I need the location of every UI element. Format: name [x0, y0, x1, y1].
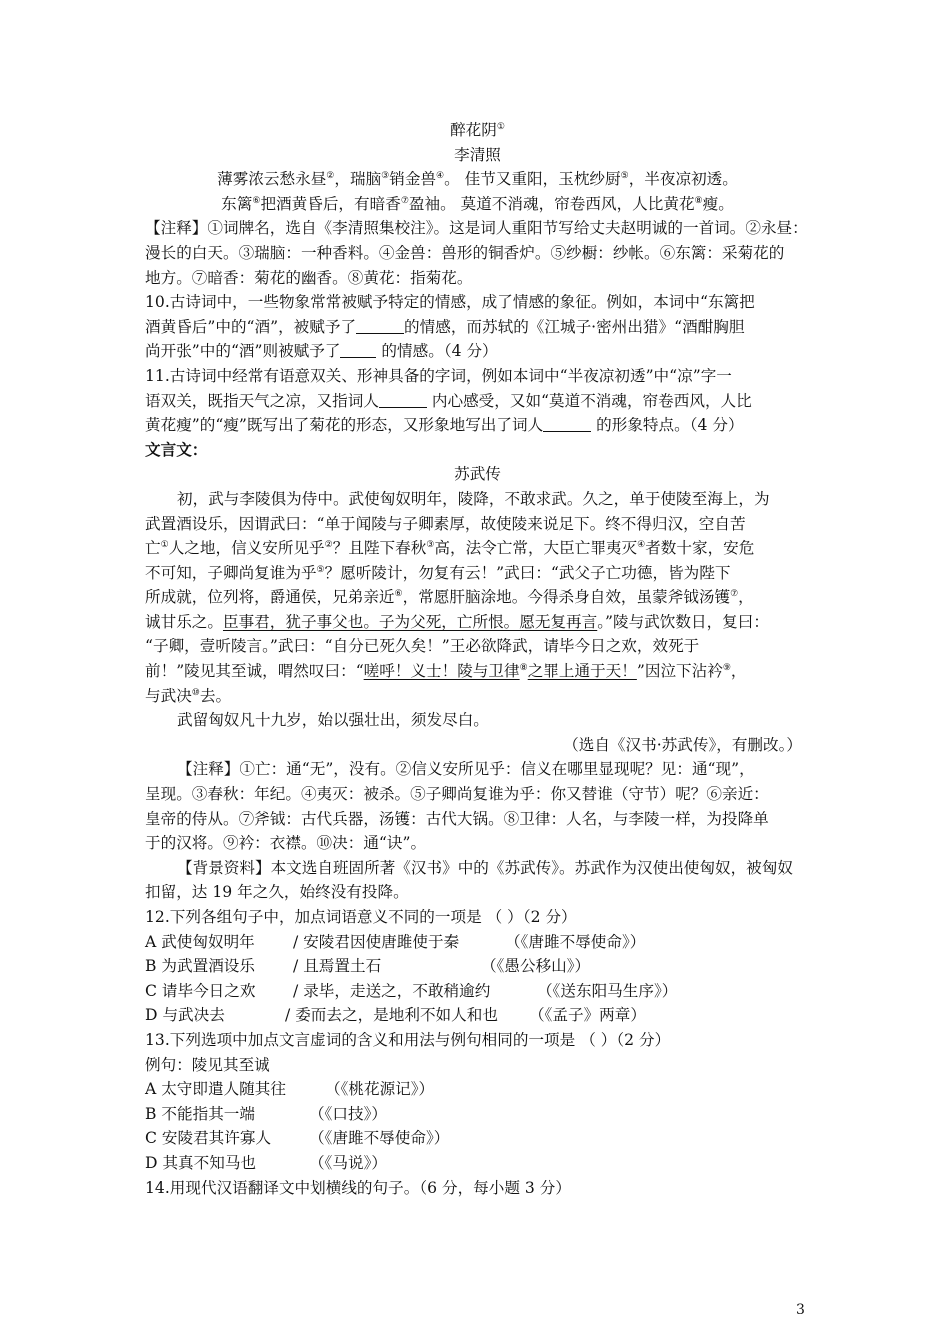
footnote-marker: ③: [381, 171, 390, 182]
option-middle: / 录毕，走送之，不敢稍逾约: [293, 981, 491, 1000]
option-source: （《唐雎不辱使命》）: [309, 1129, 450, 1148]
background-line-2: 扣留，达 19 年之久，始终没有投降。: [145, 883, 409, 902]
text-run: 把酒黄昏后，有暗香: [260, 194, 401, 213]
footnote-marker: ④: [436, 171, 445, 182]
text-run: ？且陛下春秋: [332, 539, 427, 558]
background-line-1: 【背景资料】本文选自班固所著《汉书》中的《苏武传》。苏武作为汉使出使匈奴，被匈奴: [177, 858, 793, 877]
q10-text: 的情感，而苏轼的《江城子·密州出猎》“酒酣胸胆: [404, 317, 745, 336]
text-run: 初，武与李陵俱为侍中。武使匈奴明年，陵降，不敢求武。久之，单于使陵至海上，为: [177, 489, 770, 508]
text-run: 亡: [145, 539, 161, 558]
prose-line: [145, 585, 810, 610]
text-run: 高，法令亡常，大臣亡罪夷灭: [434, 539, 638, 558]
prose-line: [145, 684, 810, 709]
footnote-marker: ⑥: [394, 589, 403, 600]
option-middle: / 安陵君因使唐雎使于秦: [293, 932, 460, 951]
text-run: 与武决: [145, 686, 192, 705]
q11-text: 内心感受，又如“莫道不消魂，帘卷西风，人比: [426, 391, 752, 410]
footnote-marker: ①: [160, 540, 169, 551]
q14-stem: 14.用现代汉语翻译文中划横线的句子。（6 分，每小题 3 分）: [145, 1178, 571, 1197]
text-run: ”因泣下沾衿: [636, 662, 723, 681]
option-middle: / 且焉置土石: [293, 957, 382, 976]
prose-line: [145, 610, 810, 635]
text-run: 销金兽: [389, 170, 437, 189]
text-run: ，瑞脑: [334, 170, 382, 189]
prose-source: （选自《汉书·苏武传》，有删改。）: [563, 735, 802, 754]
q13-option-c: [145, 1126, 810, 1151]
option-source: （《口技》）: [309, 1104, 387, 1123]
option-source: （《唐雎不辱使命》）: [505, 932, 646, 951]
footnote-marker: ⑧: [519, 663, 528, 674]
text-run: ，半夜凉初透。: [628, 170, 738, 189]
footnote-marker: ⑤: [620, 171, 629, 182]
q10-line-2: [145, 315, 810, 340]
text-run: 者数十家，安危: [645, 539, 755, 558]
poem-notes-line-2: 漫长的白天。③瑞脑：一种香料。④金兽：兽形的铜香炉。⑤纱橱：纱帐。⑥东篱：采菊花的: [145, 243, 785, 262]
q13-option-b: [145, 1102, 810, 1127]
underlined-sentence: 臣事君，犹子事父也。子为父死，亡所恨。愿无复再言: [222, 612, 598, 631]
text-run: ，常愿肝脑涂地。今得杀身自效，虽蒙斧钺汤镬: [402, 588, 731, 607]
footnote-marker: ①: [496, 122, 505, 132]
q11-text: 语双关，既指天气之凉，又指词人: [145, 391, 379, 410]
q10-line-3: [145, 339, 810, 364]
text-run: 薄雾浓云愁永昼: [217, 170, 327, 189]
q12-stem: 12.下列各组句子中，加点词语意义不同的一项是 （ ）（2 分）: [145, 908, 577, 926]
document-page: [145, 118, 810, 1200]
footnote-marker: ⑧: [694, 195, 703, 206]
prose-line: [145, 512, 810, 537]
option-left: B 为武置酒设乐: [145, 957, 255, 976]
prose-notes-line-4: 于的汉将。⑨衿：衣襟。⑩决：通“诀”。: [145, 834, 427, 853]
q12-option-b: [145, 954, 810, 979]
footnote-marker: ⑨: [722, 663, 731, 674]
prose-notes-line-2: 呈现。③春秋：年纪。④夷灭：被杀。⑤子卿尚复谁为乎：你又替谁（守节）呢？⑥亲近：: [145, 785, 769, 804]
q13-stem: 13.下列选项中加点文言虚词的含义和用法与例句相同的一项是 （ ）（2 分）: [145, 1030, 671, 1049]
q13-option-a: [145, 1077, 810, 1102]
poem-line-2: [145, 192, 810, 217]
prose-notes-line-1: 【注释】①亡：通“无”，没有。②信义安所见乎：信义在哪里显现呢？见：通“现”，: [177, 760, 755, 779]
option-source: （《桃花源记》）: [325, 1080, 435, 1099]
text-run: 去。: [199, 686, 232, 705]
q10-text: 的情感。（4 分）: [376, 342, 498, 361]
q12-option-c: [145, 979, 810, 1004]
option-left: B 不能指其一端: [145, 1104, 255, 1123]
q12-option-d: [145, 1003, 810, 1028]
answer-blank[interactable]: [340, 342, 376, 358]
text-run: 不可知，子卿尚复谁为乎: [145, 563, 317, 582]
q13-example: 例句：陵见其至诚: [145, 1055, 270, 1074]
answer-blank[interactable]: [379, 392, 427, 408]
footnote-marker: ⑤: [316, 564, 325, 575]
option-left: A 武使匈奴明年: [145, 932, 255, 951]
prose-line: [145, 536, 810, 561]
option-source: （《孟子》两章）: [529, 1006, 646, 1025]
text-run: 。 佳节又重阳，玉枕纱厨: [444, 170, 621, 189]
poem-author: 李清照: [454, 145, 501, 164]
text-run: 瘦。: [702, 194, 734, 213]
q12-option-a: [145, 930, 810, 955]
option-left: D 与武决去: [145, 1006, 225, 1025]
prose-notes-line-3: 皇帝的侍从。⑦斧钺：古代兵器，汤镬：古代大锅。⑧卫律：人名，与李陵一样，为投降单: [145, 809, 769, 828]
footnote-marker: ⑦: [730, 589, 739, 600]
option-left: C 安陵君其许寡人: [145, 1129, 272, 1148]
option-middle: / 委而去之，是地利不如人和也: [285, 1006, 498, 1025]
prose-line: [145, 487, 810, 512]
footnote-marker: ⑩: [191, 687, 200, 698]
text-run: ，: [738, 588, 754, 607]
poem-title: [145, 118, 810, 143]
footnote-marker: ⑥: [252, 195, 261, 206]
option-source: （《愚公移山》）: [481, 957, 591, 976]
text-run: “子卿，壹听陵言。”武曰：“自分已死久矣！”王必欲降武，请毕今日之欢，效死于: [145, 637, 700, 656]
q10-text: 尚开张”中的“酒”则被赋予了: [145, 342, 341, 361]
answer-blank[interactable]: [543, 416, 591, 432]
prose-line: [145, 659, 810, 684]
q11-text: 的形象特点。（4 分）: [591, 416, 744, 435]
text-run: 。”陵与武饮数日，复曰：: [597, 612, 769, 631]
prose-line: [145, 561, 810, 586]
underlined-sentence: 之罪上通于天！: [527, 662, 637, 681]
poem-notes-line-3: 地方。⑦暗香：菊花的幽香。⑧黄花：指菊花。: [145, 268, 473, 287]
q10-text: 酒黄昏后”中的“酒”，被赋予了: [145, 317, 357, 336]
page-number: 3: [796, 1302, 805, 1318]
text-run: 人之地，信义安所见乎: [168, 539, 325, 558]
text-run: 诚甘乐之。: [145, 612, 223, 631]
text-run: 东篱: [221, 194, 253, 213]
footnote-marker: ④: [637, 540, 646, 551]
text-run: 盈袖。 莫道不消魂，帘卷西风，人比黄花: [408, 194, 695, 213]
poem-line-1: [145, 167, 810, 192]
q11-text: 黄花瘦”的“瘦”既写出了菊花的形态，又形象地写出了词人: [145, 416, 544, 435]
q11-line-1: 11.古诗词中经常有语意双关、形神具备的字词，例如本词中“半夜凉初透”中“凉”字一: [145, 366, 732, 385]
prose-line: [145, 634, 810, 659]
q13-option-d: [145, 1151, 810, 1176]
q10-line-1: 10.古诗词中，一些物象常常被赋予特定的情感，成了情感的象征。例如，本词中“东篱把: [145, 293, 755, 312]
section-heading: 文言文：: [145, 439, 208, 459]
text-run: 前！”陵见其至诚，喟然叹曰：“: [145, 662, 364, 681]
footnote-marker: ②: [326, 171, 335, 182]
option-left: D 其真不知马也: [145, 1153, 257, 1172]
footnote-marker: ②: [324, 540, 333, 551]
text-run: 武置酒设乐，因谓武曰：“单于闻陵与子卿素厚，故使陵来说足下。终不得归汉，空自苦: [145, 514, 746, 533]
poem-notes-line-1: 【注释】①词牌名，选自《李清照集校注》。这是词人重阳节写给丈夫赵明诚的一首词。②永昼：: [145, 219, 808, 238]
q11-line-2: [145, 389, 810, 414]
text-run: ？愿听陵计，勿复有云！”武曰：“武父子亡功德，皆为陛下: [324, 563, 731, 582]
option-left: A 太守即遣人随其往: [145, 1080, 286, 1099]
option-source: （《送东阳马生序》）: [537, 981, 678, 1000]
footnote-marker: ⑦: [400, 195, 409, 206]
option-source: （《马说》）: [309, 1153, 387, 1172]
poem-title-text: 醉花阴: [450, 121, 497, 139]
underlined-sentence: 嗟呼！义士！陵与卫律: [363, 662, 520, 681]
answer-blank[interactable]: [356, 318, 404, 334]
prose-paragraph-2: 武留匈奴凡十九岁，始以强壮出，须发尽白。: [177, 711, 489, 730]
prose-title: 苏武传: [454, 465, 501, 484]
q11-line-3: [145, 413, 810, 438]
text-run: 所成就，位列将，爵通侯，兄弟亲近: [145, 588, 395, 607]
footnote-marker: ③: [426, 540, 435, 551]
option-left: C 请毕今日之欢: [145, 981, 256, 1000]
text-run: ，: [730, 662, 747, 681]
prose-paragraph-1: [145, 487, 810, 708]
